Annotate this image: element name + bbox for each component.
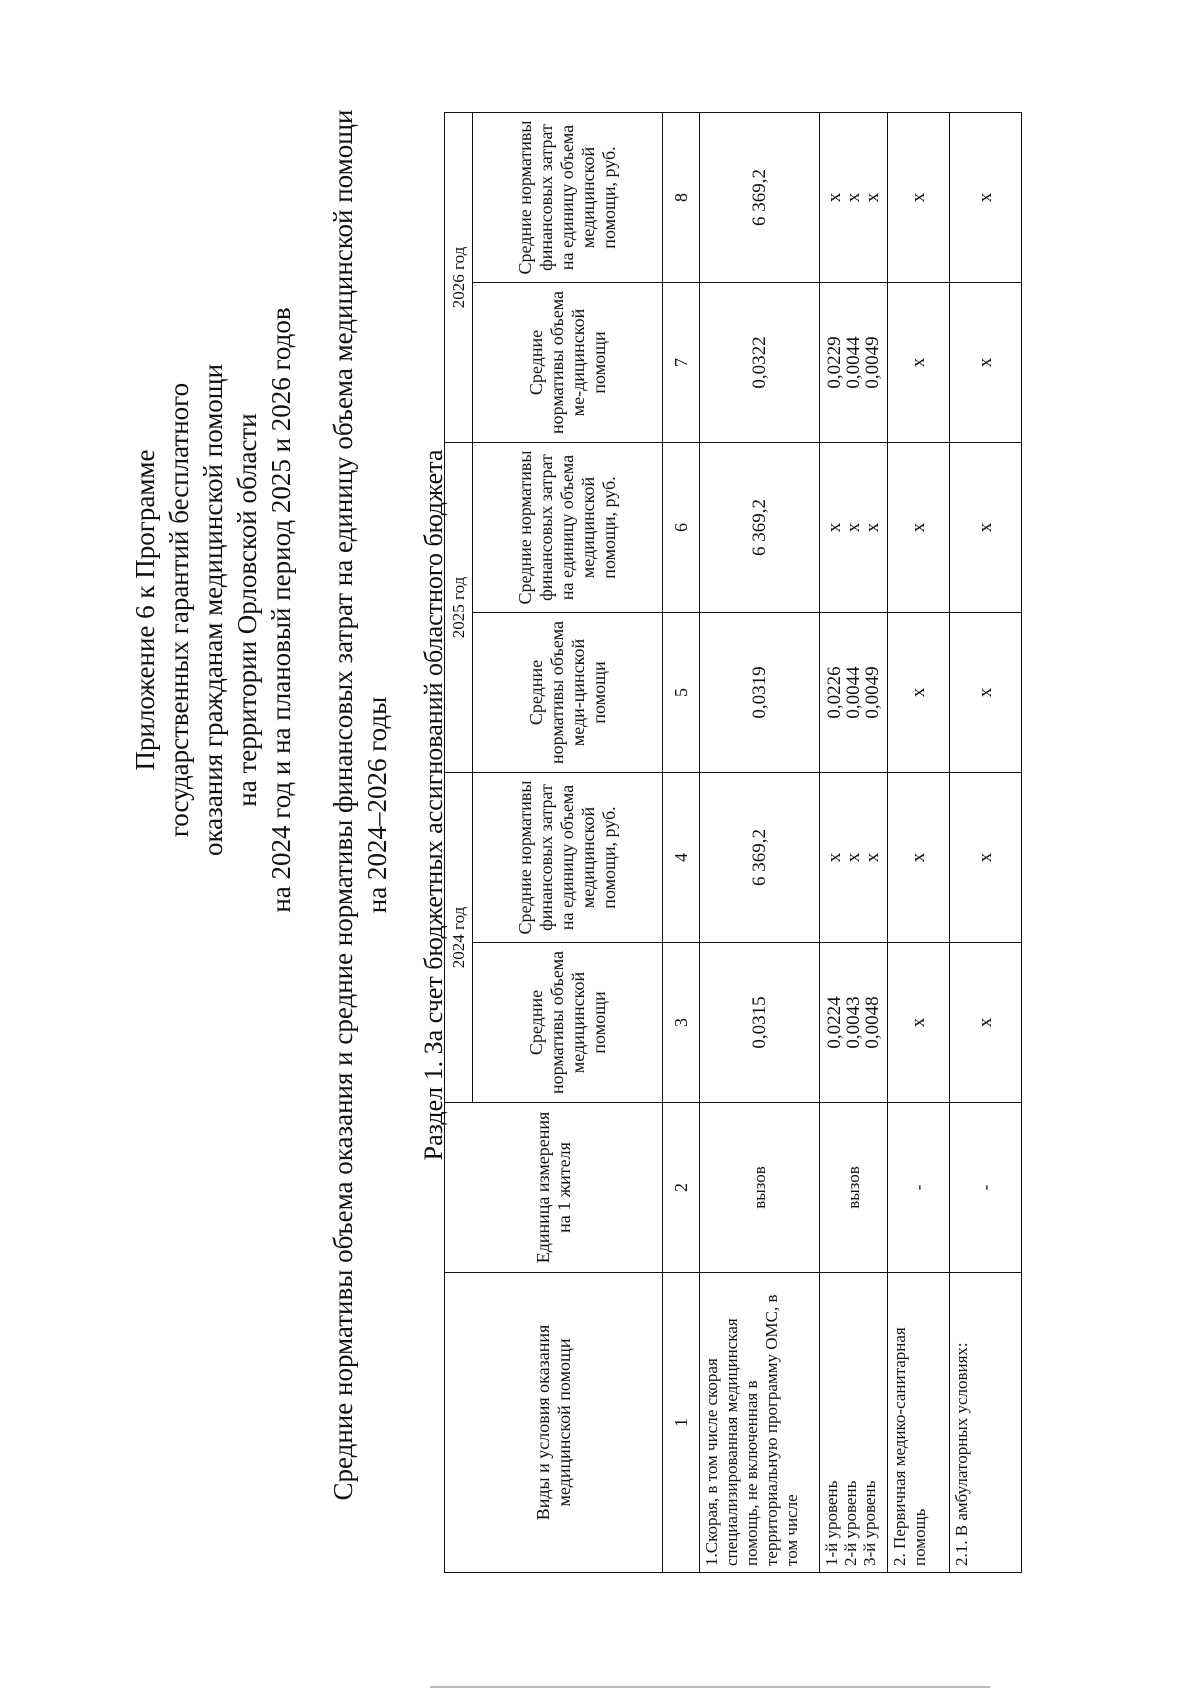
row-volume-2026 bbox=[820, 283, 888, 443]
row-finance-2024: х bbox=[950, 773, 1022, 943]
row-kind: 1.Скорая, в том числе скорая специализированная медицинская помощь, не включенная в территориальную программу ОМС, в том числе bbox=[700, 1273, 820, 1573]
level-value: х bbox=[843, 522, 864, 533]
level-value: 0,0044 bbox=[843, 666, 864, 719]
row-finance-2026 bbox=[820, 113, 888, 283]
header-volume-2024: Средние нормативы объема медицинской помощи bbox=[473, 943, 663, 1103]
row-volume-2025: х bbox=[950, 613, 1022, 773]
column-number: 3 bbox=[663, 943, 700, 1103]
column-number: 4 bbox=[663, 773, 700, 943]
row-finance-2025 bbox=[820, 443, 888, 613]
header-year-2025: 2025 год bbox=[445, 443, 473, 773]
level-value: х bbox=[824, 852, 845, 863]
row-volume-2025: 0,0319 bbox=[700, 613, 820, 773]
level-value: 0,0049 bbox=[862, 336, 883, 389]
level-value: 0,0226 bbox=[824, 666, 845, 719]
row-volume-2025 bbox=[820, 613, 888, 773]
column-number: 8 bbox=[663, 113, 700, 283]
column-number: 5 bbox=[663, 613, 700, 773]
header-volume-2025: Средние нормативы объема меди-цинской помощи bbox=[473, 613, 663, 773]
scan-edge-line bbox=[430, 1686, 990, 1688]
level-value: 0,0048 bbox=[862, 996, 883, 1049]
heading-line-2: на 2024–2026 годы bbox=[362, 696, 392, 914]
row-volume-2026: х bbox=[888, 283, 950, 443]
column-number: 7 bbox=[663, 283, 700, 443]
header-year-2026: 2026 год bbox=[445, 113, 473, 443]
row-finance-2025: 6 369,2 bbox=[700, 443, 820, 613]
row-volume-2024: х bbox=[950, 943, 1022, 1103]
level-value: х bbox=[824, 192, 845, 203]
level-value: х bbox=[862, 852, 883, 863]
row-finance-2026: х bbox=[888, 113, 950, 283]
column-number: 1 bbox=[663, 1273, 700, 1573]
row-kind: 2.1. В амбулаторных условиях: bbox=[950, 1273, 1022, 1573]
header-kind: Виды и условия оказания медицинской помощи bbox=[445, 1273, 663, 1573]
header-volume-2026: Средние нормативы объема ме-дицинской помощи bbox=[473, 283, 663, 443]
level-value: х bbox=[862, 192, 883, 203]
norms-table bbox=[444, 112, 1022, 1573]
appendix-line: на 2024 год и на плановый период 2025 и 2026 годов bbox=[266, 307, 296, 913]
table-row-primary-care bbox=[888, 113, 950, 1573]
row-finance-2025: х bbox=[888, 443, 950, 613]
level-value: 0,0049 bbox=[862, 666, 883, 719]
level-label: 1-й уровень bbox=[822, 1480, 841, 1566]
level-value: 0,0224 bbox=[824, 996, 845, 1049]
level-value: 0,0229 bbox=[824, 336, 845, 389]
header-year-2024: 2024 год bbox=[445, 773, 473, 1103]
row-volume-2024 bbox=[820, 943, 888, 1103]
level-value: х bbox=[862, 522, 883, 533]
row-unit: вызов bbox=[820, 1103, 888, 1273]
level-value: х bbox=[843, 192, 864, 203]
appendix-line: оказания гражданам медицинской помощи bbox=[198, 363, 228, 857]
column-number: 2 bbox=[663, 1103, 700, 1273]
row-volume-2025: х bbox=[888, 613, 950, 773]
heading-line-1: Средние нормативы объема оказания и средние нормативы финансовых затрат на единицу объема медицинской помощи bbox=[328, 109, 358, 1501]
appendix-line: Приложение 6 к Программе bbox=[130, 449, 160, 771]
appendix-line: государственных гарантий бесплатного bbox=[164, 382, 194, 838]
header-finance-2024: Средние нормативы финансовых затрат на единицу объема медицинской помощи, руб. bbox=[473, 773, 663, 943]
table-row-outpatient bbox=[950, 113, 1022, 1573]
row-volume-2026: х bbox=[950, 283, 1022, 443]
row-finance-2026: 6 369,2 bbox=[700, 113, 820, 283]
row-finance-2024 bbox=[820, 773, 888, 943]
level-value: х bbox=[824, 522, 845, 533]
level-value: х bbox=[843, 852, 864, 863]
level-label: 3-й уровень bbox=[860, 1480, 879, 1566]
row-finance-2025: х bbox=[950, 443, 1022, 613]
level-label: 2-й уровень bbox=[841, 1480, 860, 1566]
table-row-levels bbox=[820, 113, 888, 1573]
header-finance-2025: Средние нормативы финансовых затрат на единицу объема медицинской помощи, руб. bbox=[473, 443, 663, 613]
row-volume-2024: 0,0315 bbox=[700, 943, 820, 1103]
row-unit: - bbox=[950, 1103, 1022, 1273]
row-kind-levels bbox=[820, 1273, 888, 1573]
column-number: 6 bbox=[663, 443, 700, 613]
row-volume-2024: х bbox=[888, 943, 950, 1103]
row-finance-2026: х bbox=[950, 113, 1022, 283]
row-finance-2024: х bbox=[888, 773, 950, 943]
row-kind: 2. Первичная медико-санитарная помощь bbox=[888, 1273, 950, 1573]
level-value: 0,0043 bbox=[843, 996, 864, 1049]
header-finance-2026: Средние нормативы финансовых затрат на единицу объема медицинской помощи, руб. bbox=[473, 113, 663, 283]
column-number-row bbox=[663, 113, 700, 1573]
row-finance-2024: 6 369,2 bbox=[700, 773, 820, 943]
appendix-note bbox=[128, 300, 298, 920]
section-title: Раздел 1. За счет бюджетных ассигнований областного бюджета bbox=[419, 449, 448, 1161]
row-unit: - bbox=[888, 1103, 950, 1273]
level-value: 0,0044 bbox=[843, 336, 864, 389]
appendix-line: на территории Орловской области bbox=[232, 413, 262, 807]
header-unit: Единица измерения на 1 жителя bbox=[445, 1103, 663, 1273]
header-row-years bbox=[445, 113, 473, 1573]
row-unit: вызов bbox=[700, 1103, 820, 1273]
document-heading bbox=[326, 25, 394, 1585]
table-row-ambulance bbox=[700, 113, 820, 1573]
row-volume-2026: 0,0322 bbox=[700, 283, 820, 443]
